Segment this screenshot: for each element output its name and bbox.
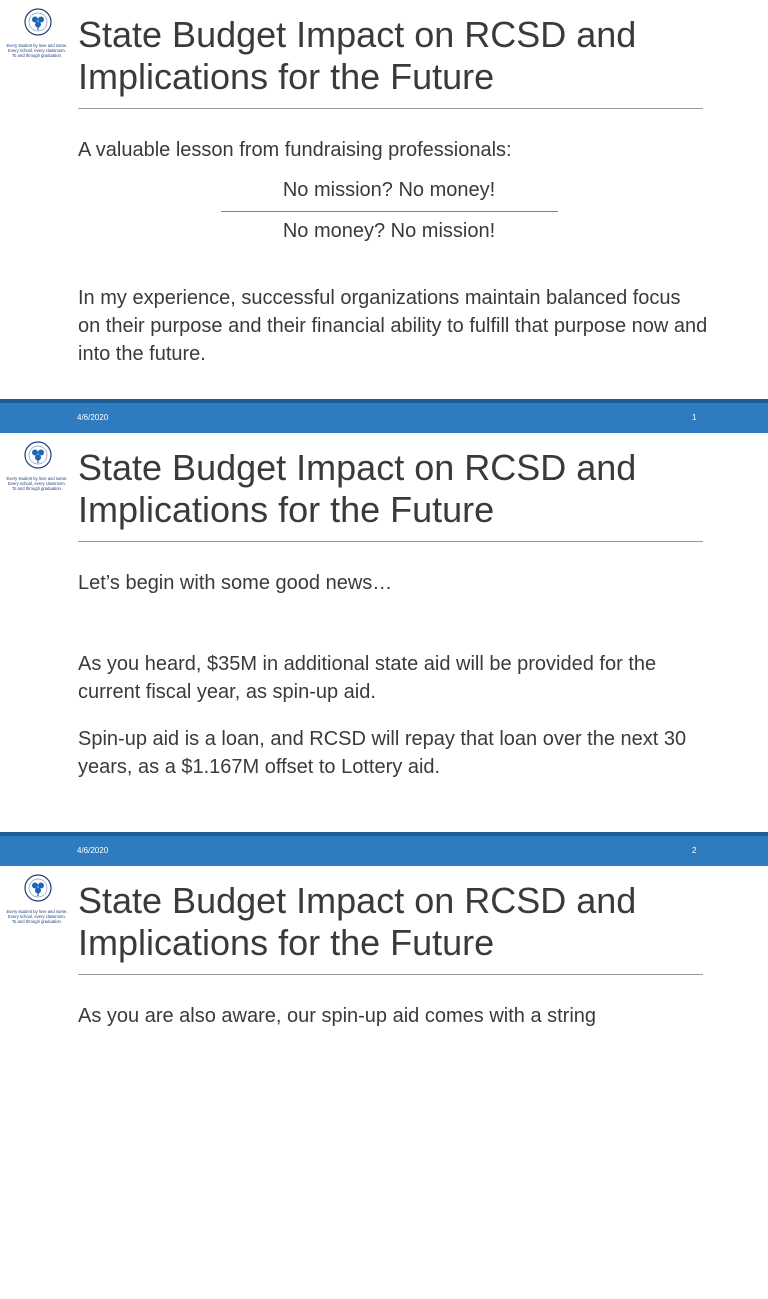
footer-accent-bar bbox=[0, 399, 768, 403]
footer-date: 4/6/2020 bbox=[77, 413, 109, 422]
slide-number: 1 bbox=[692, 413, 697, 422]
title-line-1: State Budget Impact on RCSD and bbox=[78, 14, 637, 55]
title-divider bbox=[78, 108, 703, 109]
title-line-2: Implications for the Future bbox=[78, 56, 495, 97]
body-paragraph-1: As you heard, $35M in additional state aid will be provided for the current fiscal year, as spin-up aid. bbox=[78, 653, 657, 703]
title-line-1: State Budget Impact on RCSD and bbox=[78, 447, 637, 488]
slide-1 bbox=[0, 0, 768, 433]
slide-title bbox=[78, 14, 718, 98]
logo-tagline: Every student by love and name. Every school, every classroom. To and through graduation. bbox=[6, 43, 68, 58]
quote-divider bbox=[221, 211, 558, 212]
footer-accent-bar bbox=[0, 832, 768, 836]
body-paragraph: In my experience, successful organizations maintain balanced focus on their purpose and their financial ability to fulfill that purpose now and into the future. bbox=[78, 287, 708, 365]
footer-date: 4/6/2020 bbox=[77, 846, 109, 855]
slide-number: 2 bbox=[692, 846, 697, 855]
intro-text: As you are also aware, our spin-up aid comes with a string bbox=[78, 1005, 597, 1027]
slide-footer bbox=[0, 832, 768, 866]
slide-footer bbox=[0, 399, 768, 433]
intro-text: Let’s begin with some good news… bbox=[78, 572, 393, 594]
logo-tagline: Every student by love and name. Every school, every classroom. To and through graduation. bbox=[6, 476, 68, 491]
title-line-1: State Budget Impact on RCSD and bbox=[78, 880, 637, 921]
district-logo bbox=[4, 8, 70, 64]
title-divider bbox=[78, 541, 703, 542]
slide-3 bbox=[0, 866, 768, 1299]
slide-title bbox=[78, 880, 718, 964]
quote-line-2: No money? No mission! bbox=[282, 220, 496, 242]
district-logo bbox=[4, 441, 70, 497]
district-logo-icon bbox=[23, 8, 53, 42]
district-logo bbox=[4, 874, 70, 930]
quote-line-1: No mission? No money! bbox=[282, 179, 496, 201]
title-line-2: Implications for the Future bbox=[78, 922, 495, 963]
intro-text: A valuable lesson from fundraising professionals: bbox=[78, 139, 512, 161]
title-line-2: Implications for the Future bbox=[78, 489, 495, 530]
logo-tagline: Every student by love and name. Every school, every classroom. To and through graduation. bbox=[6, 909, 68, 924]
title-divider bbox=[78, 974, 703, 975]
body-paragraph-2: Spin-up aid is a loan, and RCSD will repay that loan over the next 30 years, as a $1.167M offset to Lottery aid. bbox=[78, 728, 687, 778]
slide-title bbox=[78, 447, 718, 531]
district-logo-icon bbox=[23, 441, 53, 475]
slide-2 bbox=[0, 433, 768, 866]
district-logo-icon bbox=[23, 874, 53, 908]
